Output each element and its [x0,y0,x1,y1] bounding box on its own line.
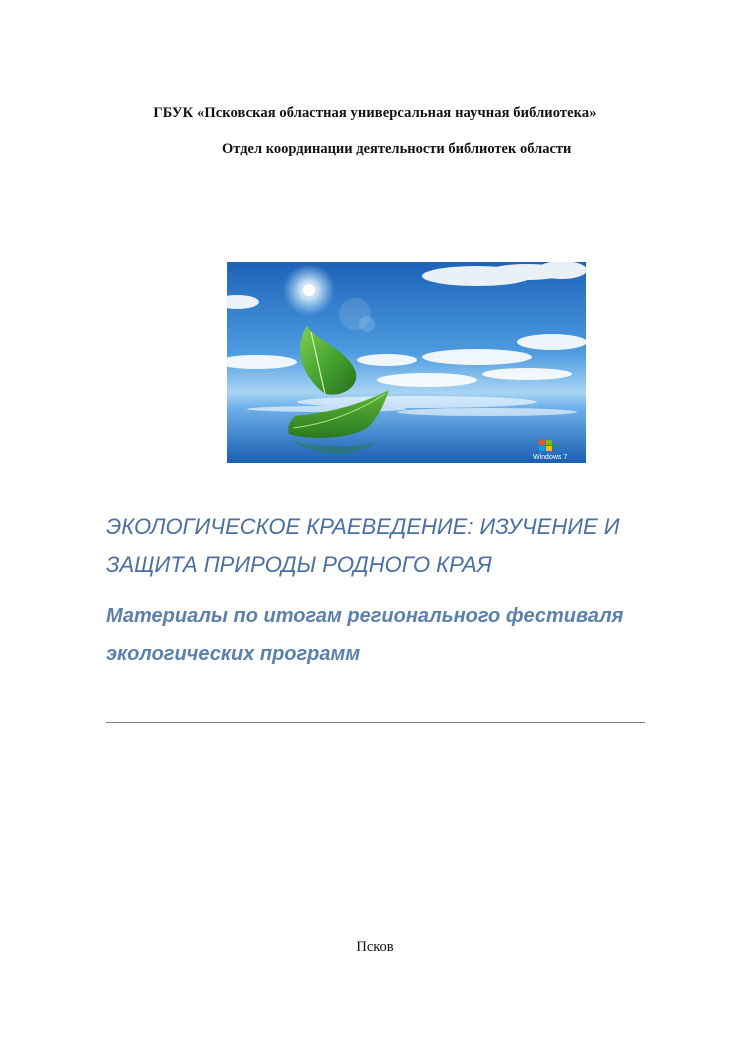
cover-image-leaf-boat [227,262,586,463]
document-subtitle: Материалы по итогам регионального фестиваля экологических программ [106,605,624,665]
horizontal-divider [106,722,645,723]
organization-name: ГБУК «Псковская областная универсальная научная библиотека» [153,105,597,121]
document-title: ЭКОЛОГИЧЕСКОЕ КРАЕВЕДЕНИЕ: ИЗУЧЕНИЕ И ЗАЩИТА ПРИРОДЫ РОДНОГО КРАЯ [106,514,620,577]
department-name: Отдел координации деятельности библиотек области [222,141,572,157]
publication-city: Псков [356,939,394,955]
windows-logo-text: Windows 7 [533,454,568,461]
